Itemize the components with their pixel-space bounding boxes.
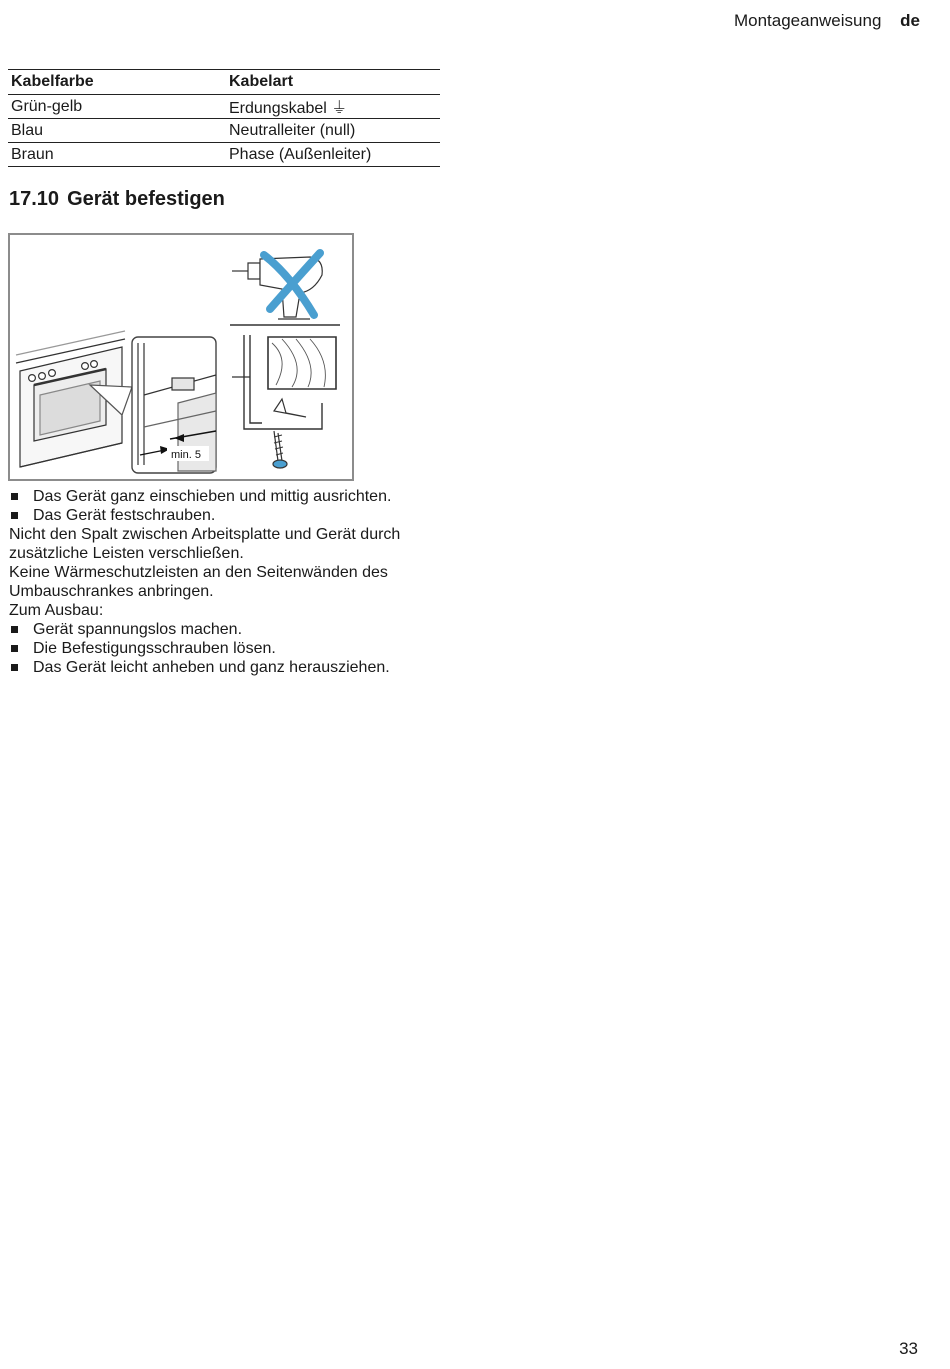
cable-type: Phase (Außenleiter)	[226, 143, 440, 167]
cable-color: Grün-gelb	[8, 95, 226, 119]
cable-color: Blau	[8, 119, 226, 143]
no-drilling-icon	[232, 253, 322, 319]
page-header	[734, 11, 920, 31]
table-row	[8, 119, 440, 143]
gap-detail	[132, 337, 216, 473]
page-number: 33	[899, 1339, 918, 1358]
column-header: Kabelfarbe	[8, 70, 226, 95]
column-header: Kabelart	[226, 70, 440, 95]
language-code: de	[900, 11, 920, 30]
mounting-section	[230, 325, 340, 429]
table-row	[8, 95, 440, 119]
list-item: Gerät spannungslos machen.	[9, 620, 449, 639]
cable-type: Neutralleiter (null)	[226, 119, 440, 143]
section-title-text: Gerät befestigen	[67, 188, 225, 210]
note-paragraph: Nicht den Spalt zwischen Arbeitsplatte und Gerät durch zusätzliche Leisten verschließen.	[9, 526, 401, 562]
note-paragraph: Keine Wärmeschutzleisten an den Seitenwänden des Umbauschrankes anbringen.	[9, 564, 388, 600]
screw-icon	[273, 431, 287, 468]
list-item: Das Gerät ganz einschieben und mittig ausrichten.	[9, 487, 449, 506]
list-item: Die Befestigungsschrauben lösen.	[9, 639, 449, 658]
section-title	[9, 188, 225, 211]
cable-color: Braun	[8, 143, 226, 167]
mounting-illustration	[8, 233, 354, 481]
cable-table	[8, 69, 440, 167]
table-row	[8, 143, 440, 167]
table-header-row	[8, 70, 440, 95]
removal-heading: Zum Ausbau:	[9, 602, 104, 619]
dimension-label: min. 5	[171, 449, 201, 461]
cable-type: Erdungskabel ⏚	[226, 95, 440, 119]
list-item: Das Gerät leicht anheben und ganz herausziehen.	[9, 658, 449, 677]
instruction-text	[9, 487, 449, 677]
list-item: Das Gerät festschrauben.	[9, 506, 449, 525]
document-title: Montageanweisung	[733, 11, 882, 30]
section-number: 17.10	[9, 188, 60, 210]
